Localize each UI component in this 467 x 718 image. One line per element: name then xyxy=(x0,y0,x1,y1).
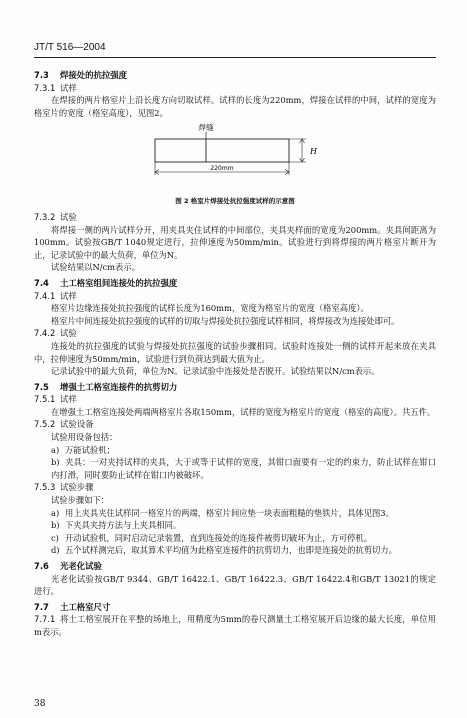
list-item: c) 开动试验机，同时启动记录装置，直到连接处的连接件被剪切破坏为止，方可停机。 xyxy=(51,532,372,543)
section-7-5-3-heading: 7.5.3 试验步骤 xyxy=(34,482,94,493)
length-label: 220mm xyxy=(210,165,234,173)
paragraph: 在增强土工格室连接处两端两格室片各取150mm，试样的宽度为格室片的宽度（格室的高度）。共五件。 xyxy=(51,406,436,417)
paragraph: 记录试验中的最大负荷，单位为N。记录试验中连接处是否脱开。试验结果以N/cm表示。 xyxy=(51,366,380,377)
document-body xyxy=(34,66,436,639)
section-7-4-heading: 7.4 土工格室组间连接处的抗拉强度 xyxy=(34,277,178,288)
section-7-4-1-heading: 7.4.1 试样 xyxy=(34,290,77,301)
list-item: d) 五个试样测完后，取其算术平均值为此格室连接件的抗剪切力，也即是连接处的抗剪切力。 xyxy=(51,545,397,556)
paragraph: 在焊接的两片格室片上沿长度方向切取试样。试样的长度为220mm，焊接在试样的中间，试样的宽度为格室片的宽度（格室高度），见图2。 xyxy=(34,95,436,118)
section-7-7-heading: 7.7 土工格室尺寸 xyxy=(34,601,111,612)
paragraph: 格室片边缘连接处抗拉强度的试样长度为160mm，宽度为格室片的宽度（格室高度）。 xyxy=(51,303,369,314)
specimen-outline xyxy=(155,139,289,162)
section-7-3-2-heading: 7.3.2 试验 xyxy=(34,211,77,222)
section-7-5-2-heading: 7.5.2 试验设备 xyxy=(34,419,94,430)
paragraph: 连接处的抗拉强度的试验与焊接处抗拉强度的试验步骤相同。试验时连接处一侧的试样开起来放在夹具中，拉伸速度为50mm/min，试验进行到负荷达到最大值为止。 xyxy=(34,340,436,364)
list-item: a) 用上夹具夹住试样同一格室片的两端，格室片间应垫一块表面粗糙的垫铁片，具体见图3。 xyxy=(51,507,394,518)
header-rule xyxy=(34,57,436,58)
figure-caption: 图 2 格室片焊接处抗拉强度试样的示意图 xyxy=(175,197,295,206)
paragraph: 格室片中间连接处抗拉强度的试样的切取与焊接处抗拉强度试样相同，将焊接改为连接处即可。 xyxy=(51,315,400,326)
paragraph: 试验步骤如下： xyxy=(51,495,110,506)
paragraph: 试验用设备包括： xyxy=(51,432,118,443)
paragraph: 试验结果以N/cm表示。 xyxy=(51,262,140,273)
figure-2 xyxy=(34,121,436,193)
paragraph: 光老化试验按GB/T 9344、GB/T 16422.1、GB/T 16422.3、GB/T 16422.4和GB/T 13021的规定进行。 xyxy=(34,573,436,597)
weld-label: 焊缝 xyxy=(198,123,214,133)
list-item: b) 下夹具夹持方法与上夹具相同。 xyxy=(51,520,182,531)
height-label: H xyxy=(310,147,317,157)
page-number: 38 xyxy=(34,699,46,709)
section-7-5-heading: 7.5 增强土工格室连接件的抗剪切力 xyxy=(34,381,178,392)
section-7-3-1-heading: 7.3.1 试样 xyxy=(34,82,77,93)
section-7-7-1-paragraph: 7.7.1 将土工格室展开在平整的场地上，用精度为5mm的卷尺测量土工格室展开后边缘的最大长度，单位用m表示。 xyxy=(34,614,436,637)
paragraph: 将焊接一侧的两片试样分开，用夹具夹住试样的中间部位，夹具夹样面的宽度为200mm。夹具间距离为100mm。试验按GB/T 1040规定进行，拉伸速度为50mm/min。试验进行到将焊接的两片格室片断开为止，记录试验中的最大负荷，单位为N。 xyxy=(34,224,436,260)
specimen-diagram xyxy=(34,121,436,193)
section-7-4-2-heading: 7.4.2 试验 xyxy=(34,328,77,339)
list-item: a) 万能试验机； xyxy=(51,444,115,455)
section-7-3-heading: 7.3 焊接处的抗拉强度 xyxy=(34,70,127,80)
section-7-5-1-heading: 7.5.1 试样 xyxy=(34,394,77,405)
standard-code: JT/T 516—2004 xyxy=(34,42,106,53)
list-item: b) 夹具：一对夹持试样的夹具，大于或等于试样的宽度，其钳口面要有一定的约束力，防止试样在钳口内打滑，同时要防止试样在钳口内被破坏。 xyxy=(51,457,436,480)
section-7-6-heading: 7.6 光老化试验 xyxy=(34,561,102,571)
